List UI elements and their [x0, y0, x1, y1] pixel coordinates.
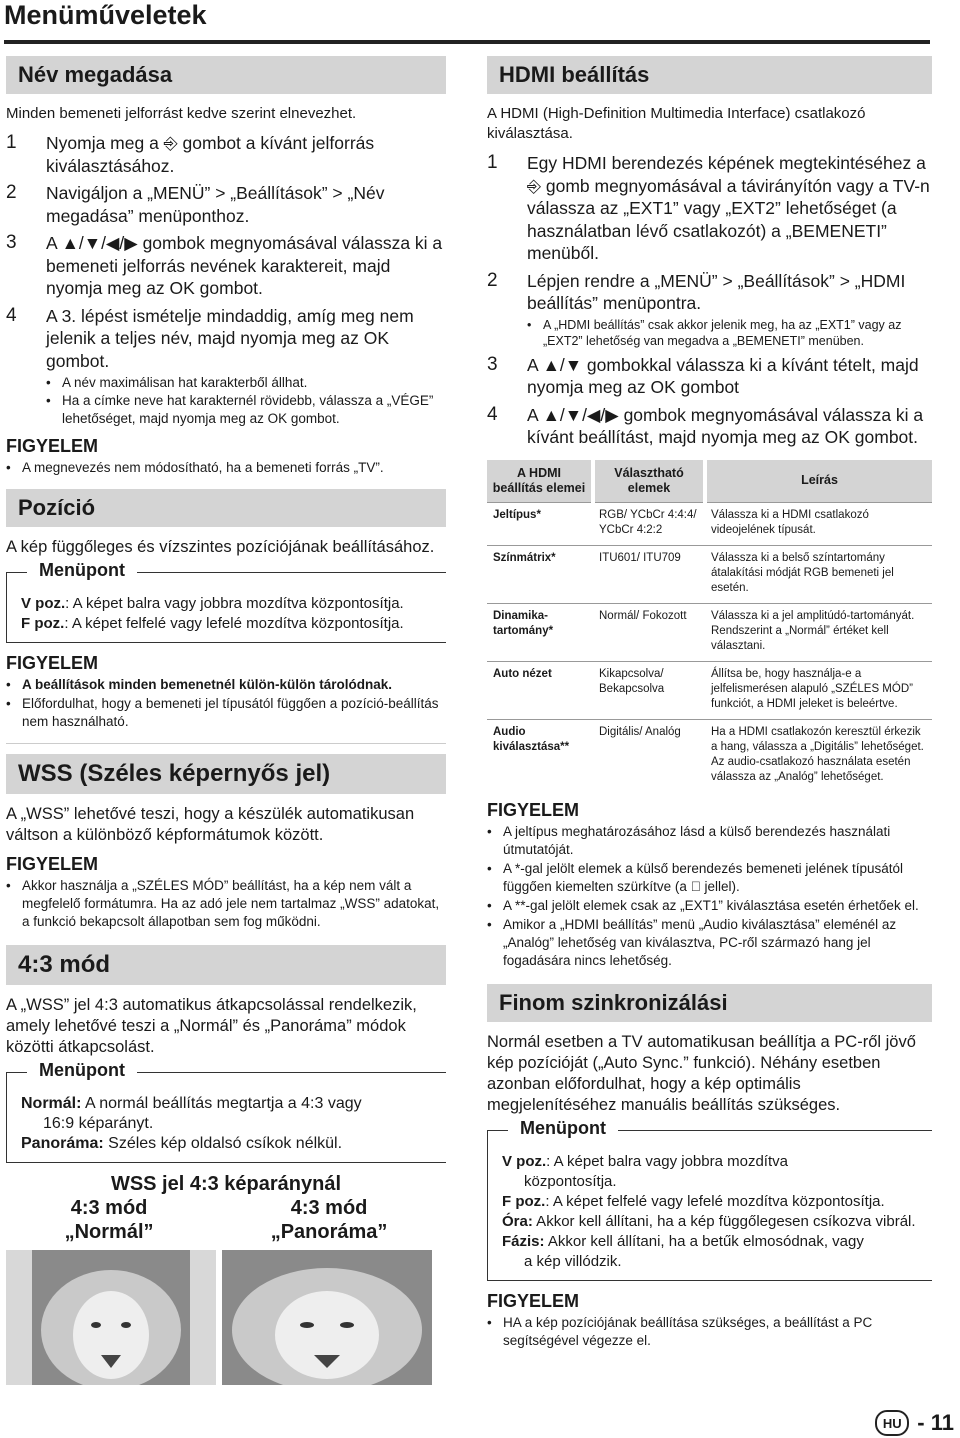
sync-section-title: Finom szinkronizálási: [487, 984, 932, 1022]
step-3: 3 A ▲/▼/◀/▶ gombok megnyomásával válassza ki a bemeneti jelforrás nevének karaktereit, majd nyomja meg az OK gombot.: [6, 232, 443, 298]
sync-intro: Normál esetben a TV automatikusan beállítja a PC-ről jövő kép pozícióját („Auto Sync.” funkció). Néhány esetben azonban előfordulhat, hogy a kép optimális megjelenítéséhez manuális beállítás szükséges.: [487, 1032, 916, 1114]
menu-item-cont: központosítja.: [524, 1172, 617, 1190]
name-section-title: Név megadása: [6, 56, 446, 94]
hdmi-intro: A HDMI (High-Definition Multimedia Interface) csatlakozó kiválasztása.: [487, 105, 866, 142]
sync-section: [487, 984, 932, 1350]
page-title: Menüműveletek: [4, 0, 207, 30]
list-item: • Ha a címke neve hat karakternél rövidebb, válassza a „VÉGE” lehetőséget, majd nyomja meg az OK gombot.: [46, 393, 434, 426]
menu-item: Panoráma: Széles kép oldalsó csíkok nélkül.: [21, 1135, 343, 1152]
list-item: • A megnevezés nem módosítható, ha a bemeneti forrás „TV”.: [6, 460, 384, 475]
lion-image-panorama: [222, 1250, 432, 1385]
wss-section-title: WSS (Széles képernyős jel): [6, 754, 446, 794]
table-header: Választható elemek: [593, 459, 705, 502]
step-4: 4 A 3. lépést ismételje mindaddig, amíg meg nem jelenik a teljes név, majd nyomja meg az OK gombot. • A név maximálisan hat karakterből állhat. • Ha a címke neve hat karakternél rövidebb, válassza a „VÉGE” lehetőséget, majd nyomja meg az OK gombot.: [6, 305, 446, 429]
menu-box: [6, 1060, 446, 1163]
language-badge: HU: [875, 1410, 909, 1436]
list-item: • Akkor használja a „SZÉLES MÓD” beállítást, ha a kép nem vált a megfelelő formátumra. Ha az adó jele nem tartalmaz „WSS” adatokat, a funkció bekapcsolt állapotban sem fog működni.: [6, 878, 440, 929]
menu-label: Menüpont: [508, 1118, 618, 1139]
list-item: • A „HDMI beállítás” csak akkor jelenik meg, ha az „EXT1” vagy az „EXT2” lehetőség van megadva a „BEMENETI” menüben.: [527, 317, 902, 348]
list-item: • HA a kép pozíciójának beállítása szükséges, a beállítást a PC segítségével végezze el.: [487, 1314, 873, 1348]
menu-item: V poz.: A képet balra vagy jobbra mozdítva: [502, 1152, 788, 1170]
step-1: 1 Egy HDMI berendezés képének megtekintéséhez a ⎆ gomb megnyomásával a távirányítón vagy a TV-n válassza az „EXT1” vagy „EXT2” lehetőséget (a használatban lévő csatlakozót) a „BEMENETI” menüből.: [487, 152, 930, 263]
menu-item: F poz.: A képet felfelé vagy lefelé mozdítva központosítja.: [21, 615, 404, 632]
note-title: FIGYELEM: [6, 854, 99, 874]
wss-section: [6, 754, 446, 931]
menu-box: [6, 560, 446, 643]
step-2: 2 Lépjen rendre a „MENÜ” > „Beállítások” > „HDMI beállítás” menüpontra. • A „HDMI beállítás” csak akkor jelenik meg, ha az „EXT1” vagy az „EXT2” lehetőség van megadva a „BEMENETI” menüben.: [487, 270, 932, 349]
menu-item-cont: a kép villódzik.: [524, 1252, 622, 1270]
note-title: FIGYELEM: [6, 653, 99, 673]
list-item: • Előfordulhat, hogy a bemeneti jel típusától függően a pozíció-beállítás nem használható.: [6, 696, 439, 729]
divider: [6, 743, 446, 744]
table-header: Leírás: [705, 459, 932, 502]
step-2: 2 Navigáljon a „MENÜ” > „Beállítások” > „Név megadása” menüponthoz.: [6, 182, 385, 226]
menu-item: V poz.: A képet balra vagy jobbra mozdítva központosítja.: [21, 595, 404, 612]
wss-caption: WSS jel 4:3 képaránynál: [110, 1173, 342, 1195]
menu-label: Menüpont: [27, 560, 137, 581]
menu-item: Fázis: Akkor kell állítani, ha a betűk elmosódnak, vagy: [502, 1232, 864, 1250]
list-item: • Amikor a „HDMI beállítás” menü „Audio kiválasztása” eleménél az „Analóg” lehetőség van kiválasztva, PC-ről származó hang jel fogadására nincs lehetőség.: [487, 916, 897, 968]
name-section: [6, 56, 446, 477]
lion-image-normal: [6, 1250, 216, 1385]
note-title: FIGYELEM: [487, 799, 580, 820]
list-item: • A név maximálisan hat karakterből állhat.: [46, 375, 308, 390]
left-column: [6, 56, 446, 1385]
title-rule: [4, 40, 930, 44]
page-number: [875, 1410, 954, 1436]
step-3: 3 A ▲/▼ gombokkal válassza ki a kívánt tételt, majd nyomja meg az OK gombot: [487, 353, 919, 397]
position-section: [6, 489, 446, 731]
mode43-section: [6, 945, 446, 1385]
table-row: Színmátrix* ITU601/ ITU709 Válassza ki a belső színtartomány átalakítási módját RGB bemeneti jel esetén.: [487, 545, 932, 603]
table-row: Auto nézet Kikapcsolva/ Bekapcsolva Állítsa be, hogy használja-e a jelfelismerésen alapuló „SZÉLES MÓD” funkciót, a HDMI jeleket is beleértve.: [487, 661, 932, 719]
list-item: • A jeltípus meghatározásához lásd a külső berendezés használati útmutatóját.: [487, 823, 891, 857]
table-header: A HDMI beállítás elemei: [487, 459, 593, 502]
position-intro: A kép függőleges és vízszintes pozíciójának beállításához.: [6, 538, 435, 556]
step-4: 4 A ▲/▼/◀/▶ gombok megnyomásával válassza ki a kívánt beállítást, majd nyomja meg az OK gombot.: [487, 403, 924, 447]
note-title: FIGYELEM: [487, 1290, 580, 1311]
hdmi-settings-table: [487, 459, 932, 792]
name-intro: Minden bemeneti jelforrást kedve szerint elnevezhet.: [6, 105, 357, 122]
hdmi-section-title: HDMI beállítás: [487, 56, 932, 94]
list-item: • A beállítások minden bemenetnél külön-külön tárolódnak.: [6, 677, 393, 692]
step-1: 1 Nyomja meg a ⎆ gombot a kívánt jelforrás kiválasztásához.: [6, 132, 375, 176]
menu-item: Normál: A normál beállítás megtartja a 4:3 vagy: [21, 1095, 362, 1112]
menu-item: F poz.: A képet felfelé vagy lefelé mozdítva központosítja.: [502, 1192, 885, 1210]
position-section-title: Pozíció: [6, 489, 446, 527]
mode43-intro: A „WSS” jel 4:3 automatikus átkapcsolással rendelkezik, amely lehetővé teszi a „Normál” és „Panoráma” módok közötti átkapcsolást.: [6, 996, 417, 1056]
mode-normal-label: 4:3 mód „Normál”: [64, 1197, 154, 1243]
page-number-text: - 11: [917, 1410, 954, 1435]
table-row: Jeltípus* RGB/ YCbCr 4:4:4/ YCbCr 4:2:2 Válassza ki a HDMI csatlakozó videojelének típusát.: [487, 502, 932, 545]
mode-panorama-label: 4:3 mód „Panoráma”: [270, 1197, 388, 1243]
hdmi-section: [487, 56, 932, 970]
mode43-section-title: 4:3 mód: [6, 945, 446, 985]
menu-item-cont: 16:9 képarányt.: [43, 1115, 154, 1132]
table-row: Audio kiválasztása** Digitális/ Analóg Ha a HDMI csatlakozón keresztül érkezik a hang, válassza a „Digitális” lehetőséget. Az audio-csatlakozó használata esetén válassza az „Analóg” lehetőséget.: [487, 719, 932, 792]
list-item: • A *-gal jelölt elemek a külső berendezés bemeneti jelének típusától függően kiemelten szürkítve (a ⃠ jellel).: [487, 860, 903, 894]
table-row: Dinamika-tartomány* Normál/ Fokozott Válassza ki a jel amplitúdó-tartományát. Rendszerint a „Normál” értéket kell választani.: [487, 603, 932, 661]
menu-item: Óra: Akkor kell állítani, ha a kép függőlegesen csíkozva vibrál.: [502, 1212, 916, 1230]
wss-intro: A „WSS” lehetővé teszi, hogy a készülék automatikusan váltson a különböző képformátumok között.: [6, 805, 415, 844]
right-column: [487, 56, 932, 1351]
menu-box: [487, 1117, 932, 1281]
note-title: FIGYELEM: [6, 436, 99, 456]
list-item: • A **-gal jelölt elemek csak az „EXT1” kiválasztása esetén érhetőek el.: [487, 897, 919, 913]
menu-label: Menüpont: [27, 1060, 137, 1081]
